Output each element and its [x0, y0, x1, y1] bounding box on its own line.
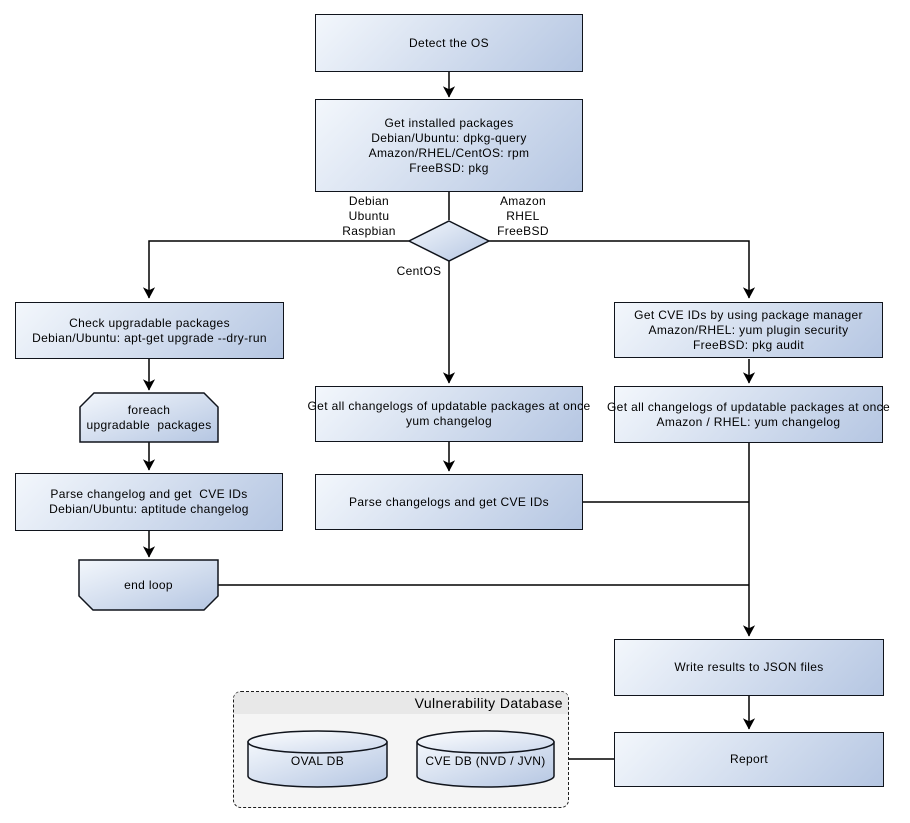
edge-label-line: Debian — [348, 194, 390, 208]
node-detect-os — [315, 14, 583, 72]
node-text-line: upgradable packages — [86, 417, 212, 432]
node-text-line: Debian/Ubuntu: dpkg-query — [371, 130, 527, 145]
node-text-line: FreeBSD: pkg audit — [692, 337, 805, 352]
node-label: CVE DB (NVD / JVN) — [425, 753, 546, 768]
node-parse-changelog-debian — [15, 473, 283, 531]
node-get-cve-ids-package-manager — [614, 302, 883, 358]
node-label: Parse changelogs and get CVE IDs — [349, 494, 549, 509]
node-text-line: Amazon/RHEL/CentOS: rpm — [368, 145, 530, 160]
node-get-changelogs-rhel — [607, 386, 890, 443]
node-text-line: Debian/Ubuntu: aptitude changelog — [49, 502, 249, 516]
cve-db-label — [417, 748, 554, 774]
edge-label-rhel-branch — [483, 194, 563, 239]
oval-db-label — [248, 748, 387, 774]
edge-label-centos-branch — [389, 264, 449, 279]
node-text-line: Debian/Ubuntu: apt-get upgrade --dry-run — [32, 330, 267, 345]
node-text-line: Amazon/RHEL: yum plugin security — [648, 322, 849, 337]
node-label: Report — [729, 752, 769, 766]
edge-label-line: Raspbian — [342, 224, 396, 238]
connector-decision-to-rhel — [489, 241, 749, 298]
node-write-results-json — [614, 639, 884, 696]
edge-label-line: Amazon — [499, 194, 547, 208]
node-label: end loop — [124, 577, 173, 592]
node-text-line: FreeBSD: pkg — [409, 160, 489, 175]
edge-label-line: RHEL — [506, 209, 540, 223]
edge-label-line: CentOS — [396, 264, 442, 278]
node-get-installed-packages — [315, 99, 583, 192]
node-text-line: Get CVE IDs by using package manager — [634, 307, 863, 322]
node-text-line: Get all changelogs of updatable packages at once — [307, 399, 591, 413]
node-text-line: Amazon / RHEL: yum changelog — [656, 414, 841, 429]
node-check-upgradable-packages — [15, 302, 284, 359]
connector-decision-to-debian — [149, 241, 409, 298]
node-get-changelogs-centos — [307, 386, 591, 442]
node-report — [614, 732, 884, 787]
node-parse-changelogs-centos — [315, 474, 583, 530]
edge-label-line: Ubuntu — [348, 209, 390, 223]
node-text-line: foreach — [127, 402, 171, 417]
end-loop-label — [79, 560, 218, 610]
node-text-line: Get all changelogs of updatable packages at once — [607, 399, 890, 414]
node-label: Write results to JSON files — [674, 660, 824, 674]
edge-label-debian-branch — [329, 194, 409, 239]
node-text-line: yum changelog — [406, 414, 492, 428]
node-text-line: Check upgradable packages — [69, 315, 230, 330]
node-label: Detect the OS — [409, 35, 489, 50]
edge-label-line: FreeBSD — [497, 224, 549, 238]
node-text-line: Parse changelog and get CVE IDs — [50, 487, 248, 501]
node-text-line: Get installed packages — [384, 115, 514, 130]
node-label: OVAL DB — [290, 753, 345, 768]
decision-diamond — [409, 221, 489, 261]
foreach-loop-label — [80, 393, 218, 442]
group-title: Vulnerability Database — [414, 695, 563, 711]
